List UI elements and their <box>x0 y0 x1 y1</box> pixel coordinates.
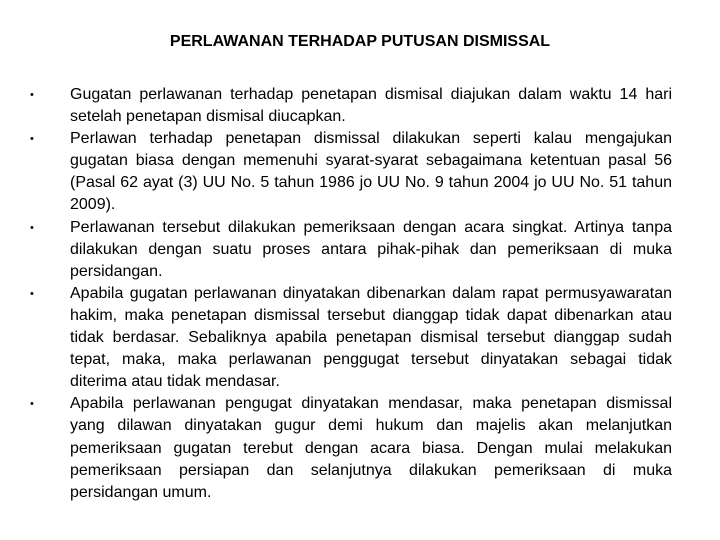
bullet-text: Perlawanan tersebut dilakukan pemeriksaan dengan acara singkat. Artinya tanpa dilakukan dengan suatu proses antara pihak-pihak dan pemeriksaan di muka persidangan. <box>70 218 672 280</box>
bullet-icon: • <box>30 89 34 101</box>
bullet-text: Gugatan perlawanan terhadap penetapan dismisal diajukan dalam waktu 14 hari setelah penetapan dismisal diucapkan. <box>70 86 672 126</box>
bullet-icon: • <box>30 133 34 146</box>
slide-title: PERLAWANAN TERHADAP PUTUSAN DISMISSAL <box>169 33 551 50</box>
bullet-item <box>30 128 672 216</box>
bullet-item <box>30 217 672 283</box>
bullet-list <box>30 84 672 504</box>
bullet-text: Apabila gugatan perlawanan dinyatakan dibenarkan dalam rapat permusyawaratan hakim, maka penetapan dismissal tersebut dianggap tidak dapat dibenarkan atau tidak berdasar. Sebaliknya apabila penetapan dismisal tersebut dianggap sudah tepat, maka, maka perlawanan penggugat tersebut dinyatakan sebagai tidak diterima atau tidak mendasar. <box>70 284 672 391</box>
bullet-text: Apabila perlawanan pengugat dinyatakan mendasar, maka penetapan dismissal yang dilawan dinyatakan gugur demi hukum dan majelis akan melanjutkan pemeriksaan gugatan terebut dengan acara biasa. Dengan mulai melakukan pemeriksaan persiapan dan selanjutnya dilakukan pemeriksaan di muka persidangan umum. <box>70 395 672 501</box>
bullet-item <box>30 283 672 393</box>
bullet-text: Perlawan terhadap penetapan dismissal dilakukan seperti kalau mengajukan gugatan biasa dengan memenuhi syarat-syarat sebagaimana ketentuan pasal 56 (Pasal 62 ayat (3) UU No. 5 tahun 1986 jo UU No. 9 tahun 2004 jo UU No. 51 tahun 2009). <box>70 130 672 214</box>
bullet-icon: • <box>30 398 34 411</box>
bullet-icon: • <box>30 287 34 300</box>
bullet-item <box>30 84 672 128</box>
bullet-icon: • <box>30 221 34 234</box>
bullet-item <box>30 393 672 503</box>
